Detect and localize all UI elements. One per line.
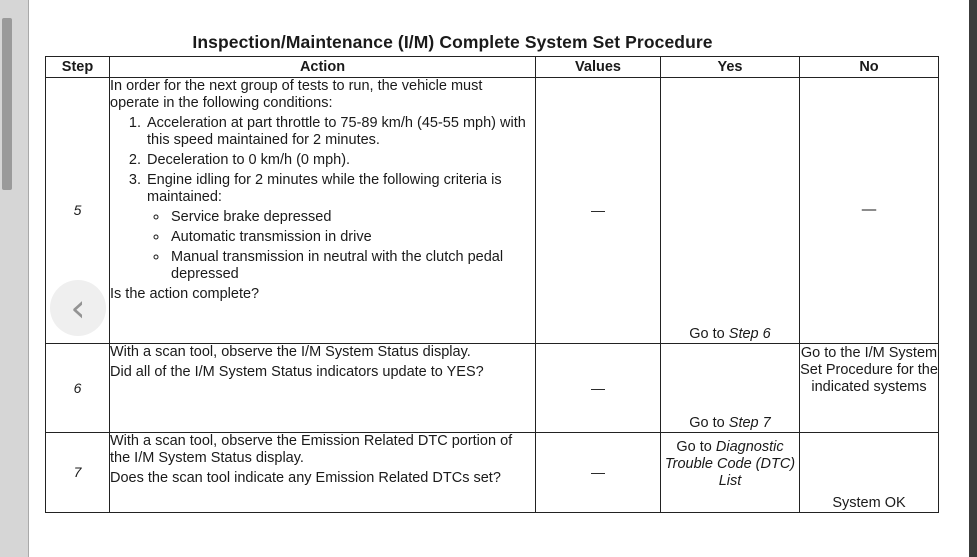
- column-header-no: No: [800, 57, 939, 78]
- table-row-step-7: [46, 433, 939, 513]
- procedure-table: [45, 56, 939, 513]
- no-cell: —: [800, 78, 939, 344]
- action-cell: [110, 78, 536, 344]
- values-cell: —: [536, 344, 661, 433]
- step-number: 7: [46, 433, 110, 513]
- criteria-item: ◦ Manual transmission in neutral with the clutch pedal depressed: [169, 249, 535, 283]
- action-cell: [110, 344, 536, 433]
- step-number: 6: [46, 344, 110, 433]
- yes-step-link: Step 6: [728, 326, 771, 342]
- condition-item: 2. Deceleration to 0 km/h (0 mph).: [145, 152, 535, 169]
- yes-prefix: Go to: [689, 415, 729, 431]
- table-row-step-5: [46, 78, 939, 344]
- condition-item: [145, 172, 535, 283]
- column-header-yes: Yes: [661, 57, 800, 78]
- values-cell: —: [536, 433, 661, 513]
- yes-prefix: Go to: [676, 439, 716, 455]
- condition-item: 1. Acceleration at part throttle to 75-89 km/h (45-55 mph) with this speed maintained for 2 minutes.: [145, 115, 535, 149]
- document-title: Inspection/Maintenance (I/M) Complete System Set Procedure: [192, 32, 713, 52]
- column-header-step: Step: [46, 57, 110, 78]
- column-header-action: Action: [110, 57, 536, 78]
- viewer-scrollbar[interactable]: [0, 0, 29, 557]
- action-question: Does the scan tool indicate any Emission Related DTCs set?: [110, 470, 501, 486]
- step-number: 5: [46, 78, 110, 344]
- action-cell: [110, 433, 536, 513]
- yes-step-link: Step 7: [728, 415, 771, 431]
- viewer-right-edge: [969, 0, 977, 557]
- action-question: Did all of the I/M System Status indicators update to YES?: [110, 364, 484, 380]
- action-text: With a scan tool, observe the I/M System Status display.: [110, 344, 471, 360]
- no-cell: System OK: [800, 433, 939, 513]
- yes-cell: [661, 344, 800, 433]
- action-question: Is the action complete?: [110, 286, 260, 302]
- previous-page-button[interactable]: [50, 280, 106, 336]
- column-header-values: Values: [536, 57, 661, 78]
- action-intro: In order for the next group of tests to run, the vehicle must operate in the following conditions:: [110, 78, 483, 111]
- condition-text: Engine idling for 2 minutes while the following criteria is maintained:: [147, 172, 502, 205]
- criteria-item: ◦ Automatic transmission in drive: [169, 229, 535, 246]
- table-row-step-6: [46, 344, 939, 433]
- no-cell: Go to the I/M System Set Procedure for the indicated systems: [800, 344, 939, 433]
- action-text: With a scan tool, observe the Emission Related DTC portion of the I/M System Status display.: [110, 433, 513, 466]
- criteria-list: [147, 209, 535, 283]
- chevron-left-icon: ‹: [70, 286, 86, 330]
- yes-cell: [661, 433, 800, 513]
- yes-prefix: Go to: [689, 326, 729, 342]
- yes-dtc-link: Diagnostic Trouble Code (DTC) List: [664, 439, 796, 489]
- criteria-item: ◦ Service brake depressed: [169, 209, 535, 226]
- values-cell: —: [536, 78, 661, 344]
- table-header-row: [46, 57, 939, 78]
- conditions-list: [110, 115, 535, 283]
- yes-cell: [661, 78, 800, 344]
